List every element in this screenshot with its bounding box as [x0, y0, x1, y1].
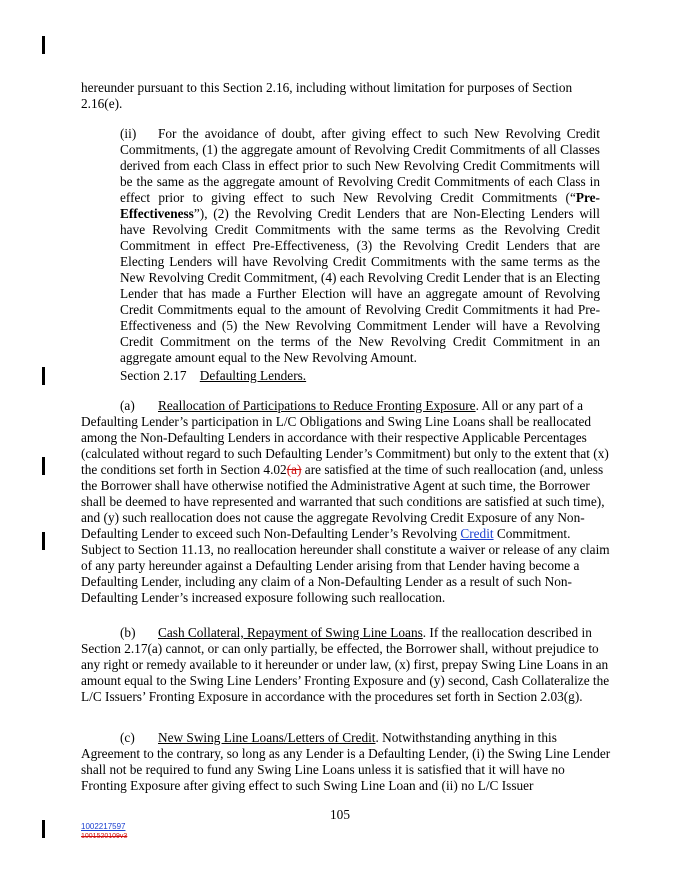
paragraph-text: Commitment. Subject to Section 11.13, no reallocation hereunder shall constitute a waiver or release of any claim of any party hereunder against a Defaulting Lender arising from that Lender having become a Defaulting Lender, including any claim of a Non-Defaulting Lender as a result of such Non-Defaulting Lender’s increased exposure following such reallocation.	[81, 526, 610, 605]
clause-number: (a)	[120, 398, 135, 413]
clause-number: (ii)	[120, 126, 137, 141]
deleted-text: (a)	[286, 462, 302, 477]
section-number: Section 2.17	[120, 368, 187, 383]
deleted-document-id: 1001520109v3	[81, 833, 128, 840]
paragraph-text: hereunder pursuant to this Section 2.16, including without limitation for purposes of Section 2.16(e).	[81, 80, 573, 111]
inserted-text-link[interactable]: Credit	[460, 526, 494, 541]
paragraph-text: . If the reallocation described in Section 2.17(a) cannot, or can only partially, be effected, the Borrower shall, without prejudice to any right or remedy available to it hereunder or under law, (x) first, prepay Swing Line Loans in an amount equal to the Swing Line Lenders’ Fronting Exposure and (y) second, Cash Collateralize the L/C Issuers’ Fronting Exposure in accordance with the procedures set forth in Section 2.03(g).	[81, 625, 610, 704]
page-number: 105	[330, 807, 350, 822]
paragraph-c	[81, 730, 611, 794]
clause-number: (c)	[120, 730, 135, 745]
section-heading	[120, 368, 600, 384]
clause-number: (b)	[120, 625, 136, 640]
section-title: Defaulting Lenders.	[199, 368, 307, 383]
change-bar	[42, 367, 45, 385]
clause-heading: New Swing Line Loans/Letters of Credit	[158, 730, 376, 745]
clause-heading: Cash Collateral, Repayment of Swing Line Loans	[158, 625, 423, 640]
paragraph-a	[81, 398, 611, 606]
document-id: 1002217597	[81, 822, 126, 831]
paragraph-ii	[120, 126, 600, 366]
paragraph-continuation	[81, 80, 611, 112]
change-bar	[42, 457, 45, 475]
paragraph-text: . Notwithstanding anything in this Agreement to the contrary, so long as any Lender is a Defaulting Lender, (i) the Swing Line Lender shall not be required to fund any Swing Line Loans unless it is satisfied that it will have no Fronting Exposure after giving effect to such Swing Line Loan and (ii) no L/C Issuer	[81, 730, 611, 793]
paragraph-b	[81, 625, 611, 705]
paragraph-text: are satisfied at the time of such reallocation (and, unless the Borrower shall have otherwise notified the Administrative Agent at such time, the Borrower shall be deemed to have represented and warranted that such conditions are satisfied at such time), and (y) such reallocation does not cause the aggregate Revolving Credit Exposure of any Non-Defaulting Lender to exceed such Non-Defaulting Lender’s Revolving	[81, 462, 605, 541]
paragraph-text: . All or any part of a Defaulting Lender’s participation in L/C Obligations and Swing Line Loans shall be reallocated among the Non-Defaulting Lenders in accordance with their respective Applicable Percentages (calculated without regard to such Defaulting Lender’s Commitment) but only to the extent that (x) the conditions set forth in Section 4.02	[81, 398, 609, 477]
defined-term: Pre-Effectiveness	[120, 190, 600, 221]
change-bar	[42, 36, 45, 54]
paragraph-text: ”), (2) the Revolving Credit Lenders that are Non-Electing Lenders will have Revolving Credit Commitments with the same terms as the Revolving Credit Commitment in effect Pre-Effectiveness, (3) the Revolving Credit Lenders that are Electing Lenders will have Revolving Credit Commitments with the same terms as the New Revolving Credit Commitment, (4) each Revolving Credit Lender that is an Electing Lender that has made a Further Election will have an aggregate amount of Revolving Credit Commitments equal to the amount of Revolving Credit Commitments it had Pre-Effectiveness and (5) the New Revolving Commitment Lender will have a Revolving Credit Commitment on the terms of the New Revolving Credit Commitment in an aggregate amount equal to the New Revolving Amount.	[120, 206, 600, 365]
clause-heading: Reallocation of Participations to Reduce Fronting Exposure	[158, 398, 476, 413]
paragraph-text: For the avoidance of doubt, after giving effect to such New Revolving Credit Commitments, (1) the aggregate amount of Revolving Credit Commitments of all Classes derived from each Class in effect prior to such New Revolving Credit Commitments will be the same as the aggregate amount of Revolving Credit Commitments of each Class in effect prior to giving effect to such New Revolving Credit Commitments (“	[120, 126, 600, 205]
change-bar	[42, 532, 45, 550]
